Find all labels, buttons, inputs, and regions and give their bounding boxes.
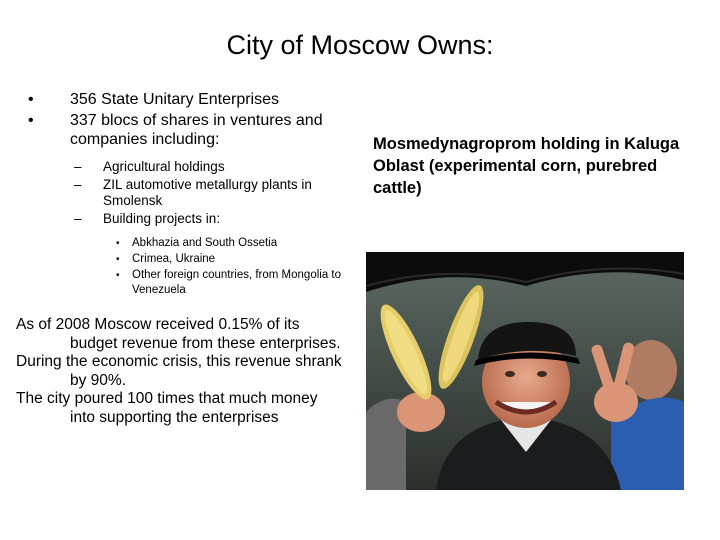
sub-bullet-text: Agricultural holdings xyxy=(103,159,225,174)
photo-caption: Mosmedynagroprom holding in Kaluga Oblast (experimental corn, purebred cattle) xyxy=(373,135,680,197)
bullet-item xyxy=(28,90,358,109)
bullet-text: 337 blocs of shares in ventures and companies including: xyxy=(70,112,323,148)
bullet-icon: • xyxy=(116,270,120,281)
photo-illustration xyxy=(366,252,684,490)
sub-bullet-item xyxy=(28,211,358,227)
bullet-icon: • xyxy=(28,112,34,129)
bullet-icon: • xyxy=(116,254,120,265)
bullet-text: 356 State Unitary Enterprises xyxy=(70,91,279,108)
photo xyxy=(366,252,684,490)
budget-paragraphs xyxy=(16,316,346,427)
sub-sub-bullet-item xyxy=(28,252,358,267)
sub-sub-bullet-text: Crimea, Ukraine xyxy=(132,253,216,265)
sub-sub-bullet-item xyxy=(28,268,358,298)
bullet-icon: • xyxy=(116,238,120,249)
sub-sub-bullet-item xyxy=(28,236,358,251)
sub-bullet-item xyxy=(28,159,358,175)
slide-title: City of Moscow Owns: xyxy=(226,30,494,60)
paragraph: The city poured 100 times that much money into supporting the enterprises xyxy=(16,390,318,426)
paragraph: During the economic crisis, this revenue shrank by 90%. xyxy=(16,353,342,389)
bullet-icon: • xyxy=(28,91,34,108)
bullet-list xyxy=(28,90,358,298)
sub-bullet-text: Building projects in: xyxy=(103,211,221,226)
sub-bullet-text: ZIL automotive metallurgy plants in Smolensk xyxy=(103,177,312,208)
bullet-item xyxy=(28,111,358,149)
dash-icon: – xyxy=(74,159,82,174)
dash-icon: – xyxy=(74,211,82,226)
paragraph: As of 2008 Moscow received 0.15% of its budget revenue from these enterprises. xyxy=(16,316,341,352)
dash-icon: – xyxy=(74,177,82,192)
sub-sub-bullet-text: Abkhazia and South Ossetia xyxy=(132,237,278,249)
sub-sub-bullet-text: Other foreign countries, from Mongolia to Venezuela xyxy=(132,269,342,296)
sub-bullet-item xyxy=(28,177,358,209)
